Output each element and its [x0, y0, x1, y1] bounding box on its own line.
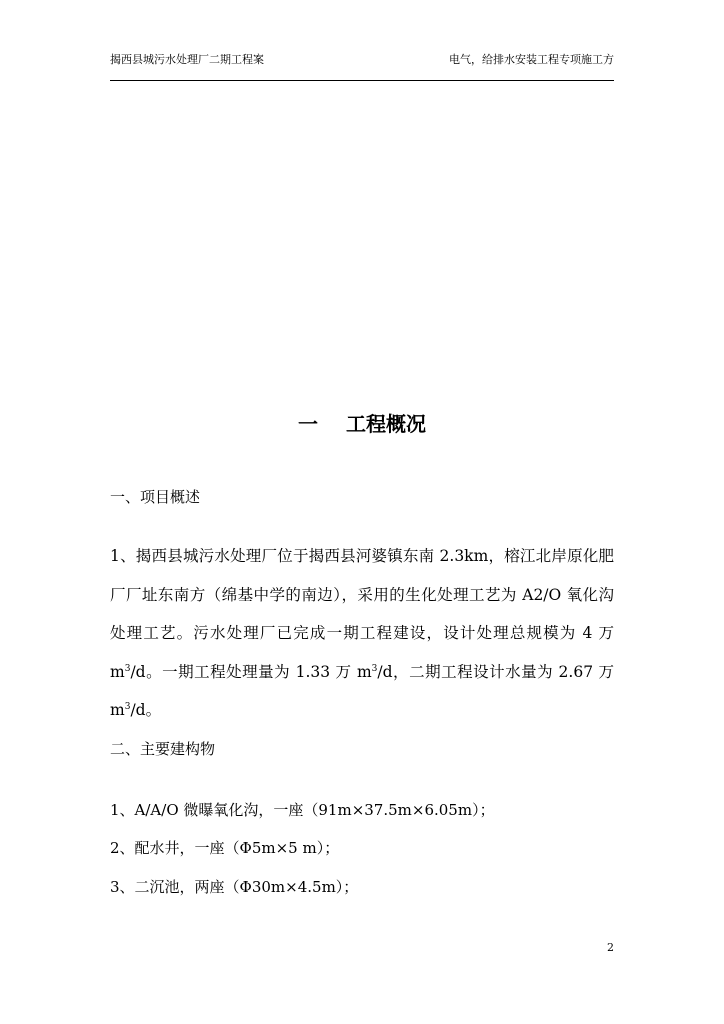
list-item: 2、配水井，一座（Φ5m×5 m）； — [110, 839, 340, 857]
header-left-text: 揭西县城污水处理厂二期工程案 — [110, 53, 264, 66]
header-rule — [110, 80, 614, 81]
chapter-title — [0, 410, 724, 438]
overview-text-b: /d。一期工程处理量为 1.33 万 m — [130, 662, 372, 681]
chapter-number: 一 — [298, 412, 318, 436]
section-heading-overview: 一、项目概述 — [110, 488, 201, 506]
overview-text-d: /d。 — [130, 701, 162, 719]
superscript: 3 — [124, 702, 131, 712]
header-right-text: 电气，给排水安装工程专项施工方 — [449, 53, 614, 66]
list-item: 1、A/A/O 微曝氧化沟，一座（91m×37.5m×6.05m）； — [110, 801, 495, 819]
superscript: 3 — [371, 663, 378, 674]
overview-text-a: 1、揭西县城污水处理厂位于揭西县河婆镇东南 2.3km，榕江北岸原化肥厂厂址东南方（绵基中学的南边），采用的生化处理工艺为 A2/O 氧化沟处理工艺。污水处理厂已完成一期工程建设，设计处理总规模为 4 万 m — [110, 547, 614, 681]
section-heading-structures: 二、主要建构物 — [110, 740, 216, 758]
chapter-title-text: 工程概况 — [346, 412, 426, 436]
page-number: 2 — [607, 941, 614, 954]
superscript: 3 — [124, 663, 131, 674]
overview-text-c: /d，二期工程设计水量为 2.67 万 m — [110, 662, 614, 719]
overview-paragraph — [110, 537, 614, 730]
list-item: 3、二沉池，两座（Φ30m×4.5m）； — [110, 878, 359, 896]
